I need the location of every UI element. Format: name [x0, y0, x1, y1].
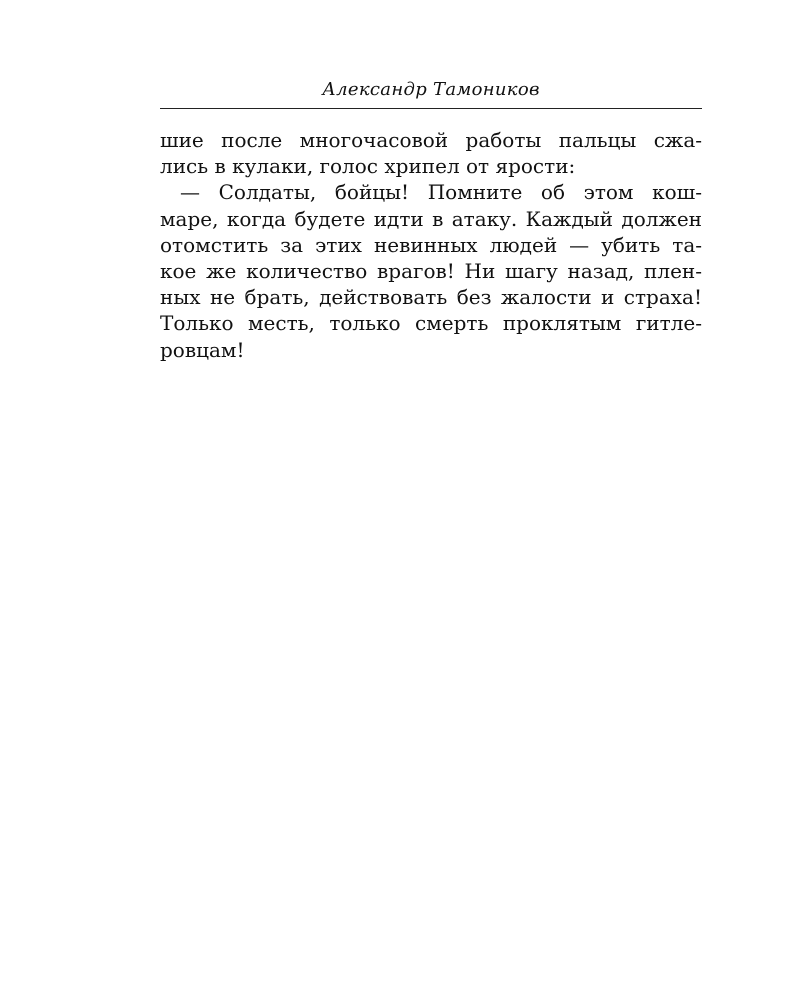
text-line: отомстить за этих невинных людей — убить та- — [160, 232, 702, 257]
text-line: ровцам! — [160, 337, 245, 362]
text-line: — Солдаты, бойцы! Помните об этом кош- — [180, 180, 702, 205]
text-line: маре, когда будете идти в атаку. Каждый должен — [160, 206, 702, 231]
running-header: Александр Тамоников — [322, 79, 540, 100]
text-line: Только месть, только смерть проклятым гитле- — [160, 311, 702, 336]
text-line: шие после многочасовой работы пальцы сжа- — [160, 128, 702, 152]
header-rule — [160, 108, 702, 109]
body-text — [160, 127, 702, 363]
text-line: ных не брать, действовать без жалости и страха! — [160, 285, 702, 310]
text-line: кое же количество врагов! Ни шагу назад, плен- — [160, 258, 702, 283]
text-line: лись в кулаки, голос хрипел от ярости: — [160, 154, 576, 179]
